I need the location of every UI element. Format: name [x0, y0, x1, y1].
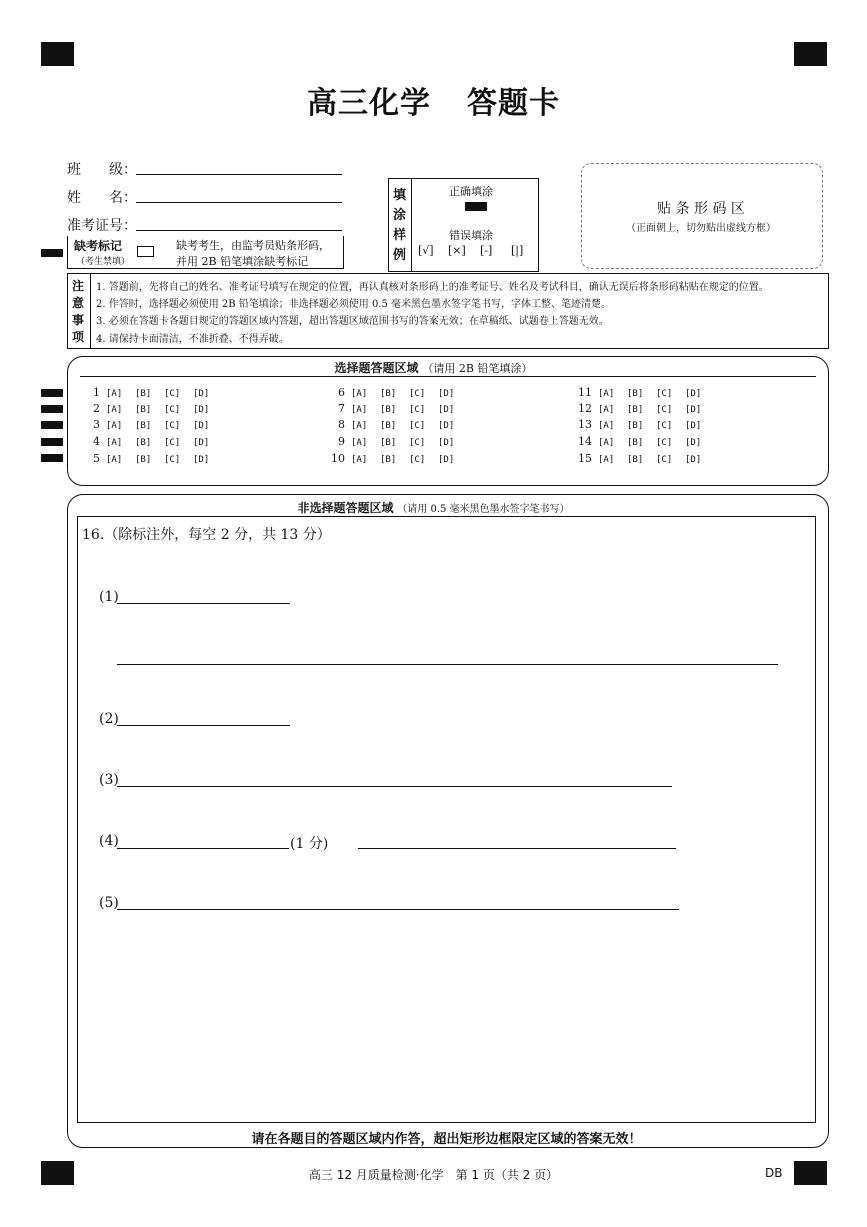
- choice-header-line: [80, 376, 816, 377]
- option-bubble[interactable]: [C]: [656, 405, 673, 415]
- option-bubble[interactable]: [C]: [164, 389, 181, 399]
- option-bubble[interactable]: [D]: [193, 455, 210, 465]
- choice-header: [0, 359, 867, 376]
- question-number: 14: [578, 435, 592, 448]
- option-bubble[interactable]: [D]: [685, 405, 702, 415]
- option-bubble[interactable]: [D]: [193, 389, 210, 399]
- timing-mark: [41, 389, 63, 397]
- option-bubble[interactable]: [A]: [598, 455, 615, 465]
- option-bubble[interactable]: [B]: [380, 405, 397, 415]
- part-5-label: (5): [99, 895, 119, 911]
- fill-sample-side-4: 例: [393, 248, 407, 263]
- option-bubble[interactable]: [A]: [351, 405, 368, 415]
- question-number: 2: [93, 402, 100, 415]
- part-4-blank-1[interactable]: [117, 848, 289, 849]
- part-4-points: (1 分): [290, 836, 329, 852]
- absent-desc-1: 缺考考生，由监考员贴条形码，: [176, 239, 330, 252]
- option-bubble[interactable]: [C]: [656, 421, 673, 431]
- choice-header-note: （请用 2B 铅笔填涂）: [422, 362, 533, 375]
- option-bubble[interactable]: [C]: [409, 389, 426, 399]
- choice-question: [76, 452, 222, 465]
- corner-mark-top-left: [41, 42, 74, 66]
- option-bubble[interactable]: [C]: [164, 405, 181, 415]
- choice-question: [76, 435, 222, 448]
- option-bubble[interactable]: [D]: [438, 438, 455, 448]
- option-bubble[interactable]: [A]: [351, 421, 368, 431]
- class-label: 班 级：: [67, 162, 137, 178]
- boundary-warning: 请在各题目的答题区域内作答，超出矩形边框限定区域的答案无效！: [251, 1132, 642, 1147]
- part-2-blank[interactable]: [117, 725, 290, 726]
- wrong-mark-2: [×]: [448, 244, 466, 257]
- option-bubble[interactable]: [D]: [193, 421, 210, 431]
- question-number: 11: [578, 386, 592, 399]
- option-bubble[interactable]: [B]: [135, 405, 152, 415]
- choice-question: [568, 402, 714, 415]
- option-bubble[interactable]: [D]: [193, 405, 210, 415]
- note-item-1: 1. 答题前，先将自己的姓名、准考证号填写在规定的位置，再认真核对条形码上的准考证号、姓名及考试科目，确认无误后将条形码粘贴在规定的位置。: [96, 282, 769, 293]
- exam-no-field[interactable]: [136, 230, 342, 231]
- question-number: 3: [93, 418, 100, 431]
- question-number: 7: [338, 402, 345, 415]
- option-bubble[interactable]: [B]: [135, 455, 152, 465]
- page-title: [0, 78, 867, 122]
- question-number: 6: [338, 386, 345, 399]
- option-bubble[interactable]: [D]: [685, 389, 702, 399]
- option-bubble[interactable]: [A]: [106, 421, 123, 431]
- option-bubble[interactable]: [B]: [380, 421, 397, 431]
- part-1-label: (1): [99, 589, 119, 605]
- notes-side-3: 事: [72, 313, 85, 327]
- absent-desc-2: 并用 2B 铅笔填涂缺考标记: [176, 255, 309, 268]
- paper-code: DB: [765, 1166, 783, 1180]
- part-1-line-2[interactable]: [117, 664, 778, 665]
- option-bubble[interactable]: [B]: [380, 389, 397, 399]
- note-item-4: 4. 请保持卡面清洁，不准折叠、不得弄破。: [96, 334, 289, 345]
- nonchoice-header-note: （请用 0.5 毫米黑色墨水签字笔书写）: [397, 504, 570, 515]
- fill-sample-divider: [411, 178, 412, 271]
- option-bubble[interactable]: [D]: [685, 438, 702, 448]
- absent-note: （考生禁填）: [76, 257, 131, 267]
- note-item-2: 2. 作答时，选择题必须使用 2B 铅笔填涂；非选择题必须使用 0.5 毫米黑色墨水签字笔书写，字体工整、笔迹清楚。: [96, 299, 612, 310]
- correct-fill-label: 正确填涂: [449, 185, 493, 198]
- option-bubble[interactable]: [A]: [106, 455, 123, 465]
- nonchoice-header: [0, 499, 867, 516]
- choice-question: [321, 386, 467, 399]
- option-bubble[interactable]: [A]: [598, 405, 615, 415]
- wrong-fill-label: 错误填涂: [449, 229, 493, 242]
- wrong-mark-3: [-]: [480, 244, 493, 257]
- choice-question: [321, 402, 467, 415]
- title-sub: 答题卡: [467, 86, 560, 121]
- wrong-mark-4: [|]: [511, 244, 524, 257]
- question-number: 4: [93, 435, 100, 448]
- choice-question: [568, 452, 714, 465]
- option-bubble[interactable]: [A]: [351, 438, 368, 448]
- option-bubble[interactable]: [B]: [627, 405, 644, 415]
- option-bubble[interactable]: [B]: [135, 389, 152, 399]
- option-bubble[interactable]: [C]: [656, 455, 673, 465]
- wrong-mark-1: [√]: [418, 244, 434, 257]
- fill-sample-side-3: 样: [393, 228, 407, 243]
- barcode-note: （正面朝上，切勿贴出虚线方框）: [626, 223, 776, 234]
- choice-question: [568, 418, 714, 431]
- option-bubble[interactable]: [C]: [164, 438, 181, 448]
- question-number: 8: [338, 418, 345, 431]
- option-bubble[interactable]: [A]: [351, 389, 368, 399]
- option-bubble[interactable]: [D]: [438, 421, 455, 431]
- option-bubble[interactable]: [D]: [685, 421, 702, 431]
- notes-divider: [90, 273, 91, 348]
- notes-side-4: 项: [72, 330, 85, 344]
- fill-sample-side-2: 涂: [393, 208, 407, 223]
- choice-question: [321, 418, 467, 431]
- choice-question: [76, 386, 222, 399]
- timing-mark: [41, 405, 63, 413]
- answer-frame: [77, 516, 816, 1123]
- option-bubble[interactable]: [B]: [135, 421, 152, 431]
- exam-no-label: 准考证号：: [67, 218, 137, 234]
- option-bubble[interactable]: [A]: [106, 389, 123, 399]
- option-bubble[interactable]: [B]: [627, 421, 644, 431]
- option-bubble[interactable]: [A]: [598, 389, 615, 399]
- name-field[interactable]: [136, 202, 342, 203]
- part-1-blank[interactable]: [117, 603, 290, 604]
- option-bubble[interactable]: [A]: [598, 421, 615, 431]
- question-number: 12: [578, 402, 592, 415]
- choice-question: [568, 386, 714, 399]
- part-2-label: (2): [99, 711, 119, 727]
- option-bubble[interactable]: [D]: [438, 455, 455, 465]
- name-label: 姓 名：: [67, 190, 137, 206]
- question-number: 9: [338, 435, 345, 448]
- notes-side-1: 注: [72, 279, 85, 293]
- option-bubble[interactable]: [B]: [380, 438, 397, 448]
- option-bubble[interactable]: [D]: [685, 455, 702, 465]
- timing-mark: [41, 454, 63, 462]
- question-number: 1: [93, 386, 100, 399]
- option-bubble[interactable]: [B]: [627, 455, 644, 465]
- option-bubble[interactable]: [C]: [409, 438, 426, 448]
- option-bubble[interactable]: [A]: [106, 405, 123, 415]
- absent-label: 缺考标记: [74, 239, 123, 253]
- option-bubble[interactable]: [C]: [656, 389, 673, 399]
- option-bubble[interactable]: [B]: [380, 455, 397, 465]
- question-number: 15: [578, 452, 592, 465]
- part-4-label: (4): [99, 833, 119, 849]
- corner-mark-top-right: [794, 42, 827, 66]
- q16-stem: 16.（除标注外，每空 2 分，共 13 分）: [82, 527, 331, 543]
- timing-mark: [41, 249, 63, 257]
- choice-question: [76, 418, 222, 431]
- option-bubble[interactable]: [A]: [351, 455, 368, 465]
- timing-mark: [41, 421, 63, 429]
- choice-question: [321, 452, 467, 465]
- notes-side-2: 意: [72, 296, 85, 310]
- part-4-blank-2[interactable]: [358, 848, 676, 849]
- correct-fill-mark: [465, 202, 487, 211]
- nonchoice-header-title: 非选择题答题区域: [297, 501, 394, 515]
- option-bubble[interactable]: [D]: [438, 405, 455, 415]
- option-bubble[interactable]: [C]: [164, 455, 181, 465]
- question-number: 13: [578, 418, 592, 431]
- option-bubble[interactable]: [D]: [438, 389, 455, 399]
- option-bubble[interactable]: [B]: [135, 438, 152, 448]
- fill-sample-side-1: 填: [393, 188, 407, 203]
- choice-question: [321, 435, 467, 448]
- part-3-blank[interactable]: [117, 786, 672, 787]
- question-number: 5: [93, 452, 100, 465]
- question-number: 10: [331, 452, 345, 465]
- option-bubble[interactable]: [C]: [409, 455, 426, 465]
- option-bubble[interactable]: [B]: [627, 438, 644, 448]
- title-main: 高三化学: [307, 86, 431, 121]
- option-bubble[interactable]: [C]: [409, 405, 426, 415]
- part-3-label: (3): [99, 772, 119, 788]
- timing-mark: [41, 438, 63, 446]
- option-bubble[interactable]: [C]: [656, 438, 673, 448]
- note-item-3: 3. 必须在答题卡各题目规定的答题区域内答题，超出答题区域范围书写的答案无效；在草稿纸、试题卷上答题无效。: [96, 316, 609, 327]
- page-footer: 高三 12 月质量检测·化学 第 1 页（共 2 页）: [308, 1168, 559, 1182]
- absent-checkbox[interactable]: [137, 246, 154, 257]
- option-bubble[interactable]: [D]: [193, 438, 210, 448]
- choice-question: [76, 402, 222, 415]
- class-field[interactable]: [136, 174, 342, 175]
- part-5-blank[interactable]: [117, 909, 679, 910]
- option-bubble[interactable]: [B]: [627, 389, 644, 399]
- barcode-title: 贴 条 形 码 区: [657, 201, 745, 217]
- choice-header-title: 选择题答题区域: [334, 361, 419, 375]
- option-bubble[interactable]: [A]: [106, 438, 123, 448]
- option-bubble[interactable]: [C]: [409, 421, 426, 431]
- option-bubble[interactable]: [C]: [164, 421, 181, 431]
- option-bubble[interactable]: [A]: [598, 438, 615, 448]
- choice-question: [568, 435, 714, 448]
